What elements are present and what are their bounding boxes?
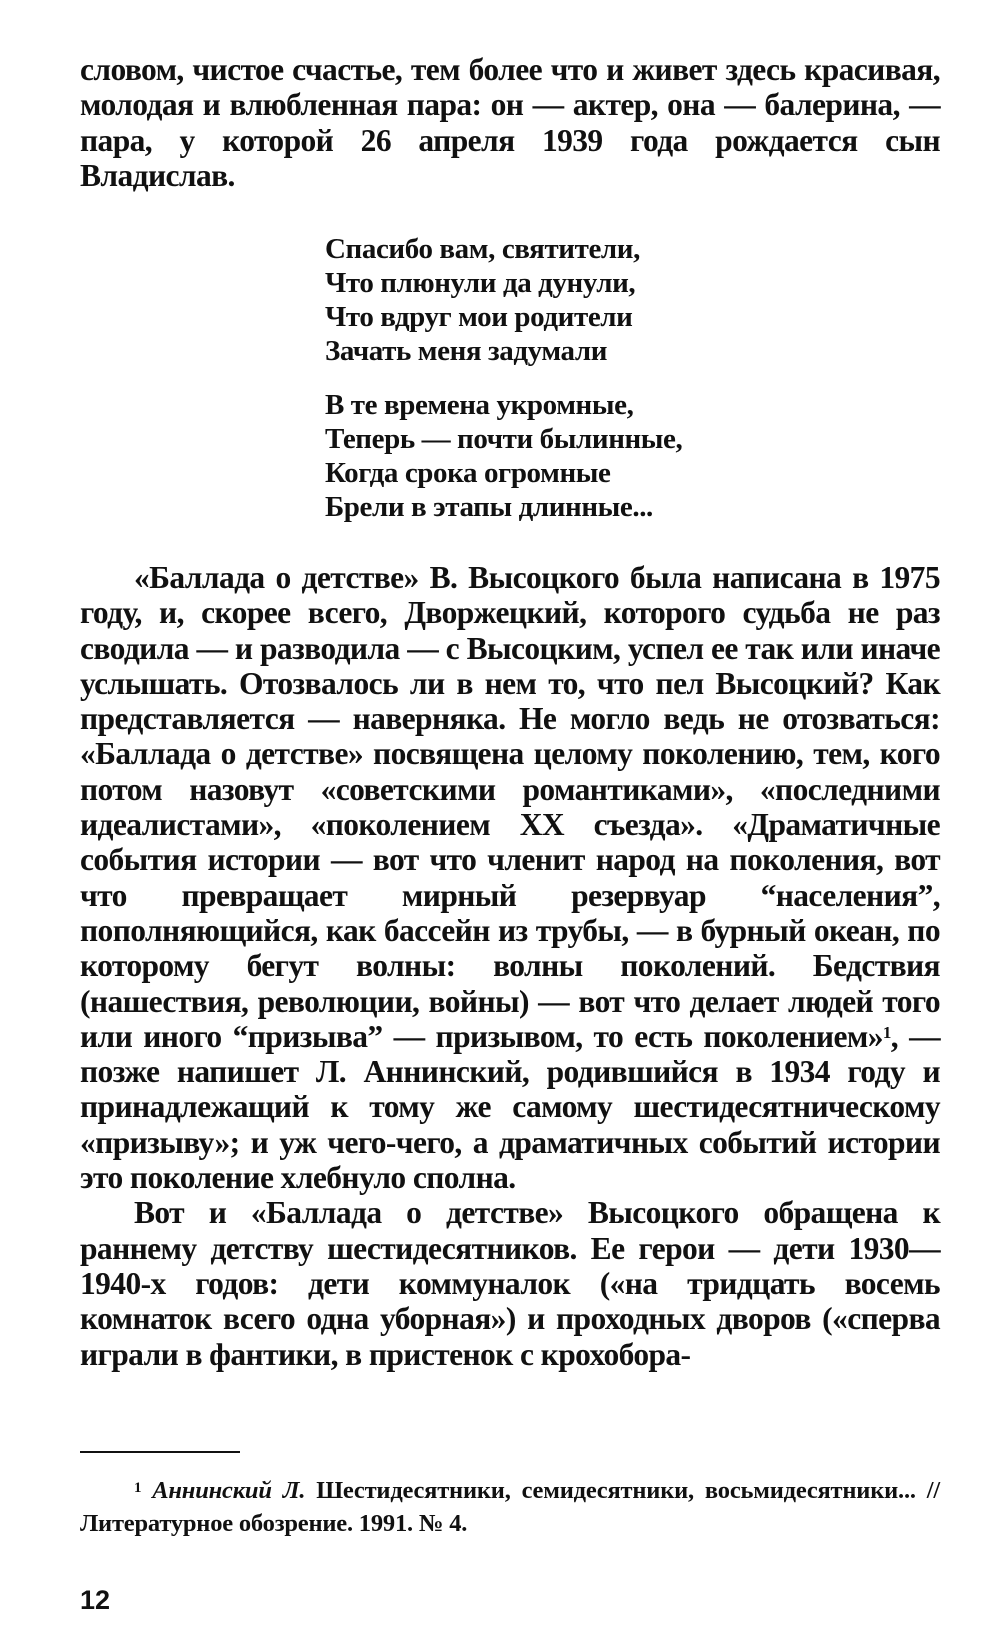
footnote-author: Аннинский Л.	[152, 1477, 306, 1504]
footnote-divider	[80, 1451, 240, 1453]
footnote-text-block	[80, 1474, 940, 1540]
footnote-reference: 1	[882, 1022, 891, 1042]
opening-paragraph	[80, 52, 940, 193]
footnote	[80, 1474, 940, 1540]
footnote-text: Шестидесятники, семидесятники, восьмидесятники... // Литературное обозрение. 1991. № 4.	[80, 1477, 940, 1537]
poem-line: Спасибо вам, святители,	[325, 233, 640, 265]
poem-line: В те времена укромные,	[325, 389, 634, 421]
poem-line: Зачать меня задумали	[325, 335, 608, 367]
page-number: 12	[80, 1585, 111, 1615]
poem-line: Что вдруг мои родители	[325, 301, 633, 333]
footnote-mark: 1	[134, 1480, 142, 1496]
poem-line: Брели в этапы длинные...	[325, 491, 653, 523]
paragraph-ballad-continuation: , — позже напишет Л. Аннинский, родившийся в 1934 году и принадлежащий к тому же самому шестидесятническому «призыву»; и уж чего-чего, а драматичных событий истории это поколение хлебнуло сполна.	[80, 1018, 940, 1196]
main-text	[80, 560, 940, 1372]
poem-stanza-1	[325, 232, 640, 368]
paragraph-ballad-text: «Баллада о детстве» В. Высоцкого была написана в 1975 году, и, скорее всего, Дворжецкий, которого судьба не раз сводила — и разводила — с Высоцким, успел ее так или иначе услышать. Отозвалось ли в нем то, что пел Высоцкий? Как представляется — наверняка. Не могло ведь не отозваться: «Баллада о детстве» посвящена целому поколению, тем, кого потом назовут «советскими романтиками», «последними идеалистами», «поколением XX съезда». «Драматичные события истории — вот что членит народ на поколения, вот что превращает мирный резервуар “населения”, пополняющийся, как бассейн из трубы, — в бурный океан, по которому бегут волны: волны поколений. Бедствия (нашествия, революции, войны) — вот что делает людей того или иного “призыва” — призывом, то есть поколением»	[80, 560, 940, 1054]
opening-paragraph-text: словом, чистое счастье, тем более что и живет здесь красивая, молодая и влюбленная пара: он — актер, она — балерина, — пара, у которой 26 апреля 1939 года рождается сын Владислав.	[80, 52, 940, 193]
poem-line: Когда срока огромные	[325, 457, 611, 489]
poem-line: Теперь — почти былинные,	[325, 423, 683, 455]
paragraph-heroes: Вот и «Баллада о детстве» Высоцкого обращена к раннему детству шестидесятников. Ее герои — дети 1930—1940-х годов: дети коммуналок («на тридцать восемь комнаток всего одна уборная») и проходных дворов («сперва играли в фантики, в пристенок с крохобора-	[80, 1195, 940, 1372]
paragraph-ballad	[80, 560, 940, 1195]
poem-line: Что плюнули да дунули,	[325, 267, 636, 299]
poem-stanza-2	[325, 388, 682, 524]
